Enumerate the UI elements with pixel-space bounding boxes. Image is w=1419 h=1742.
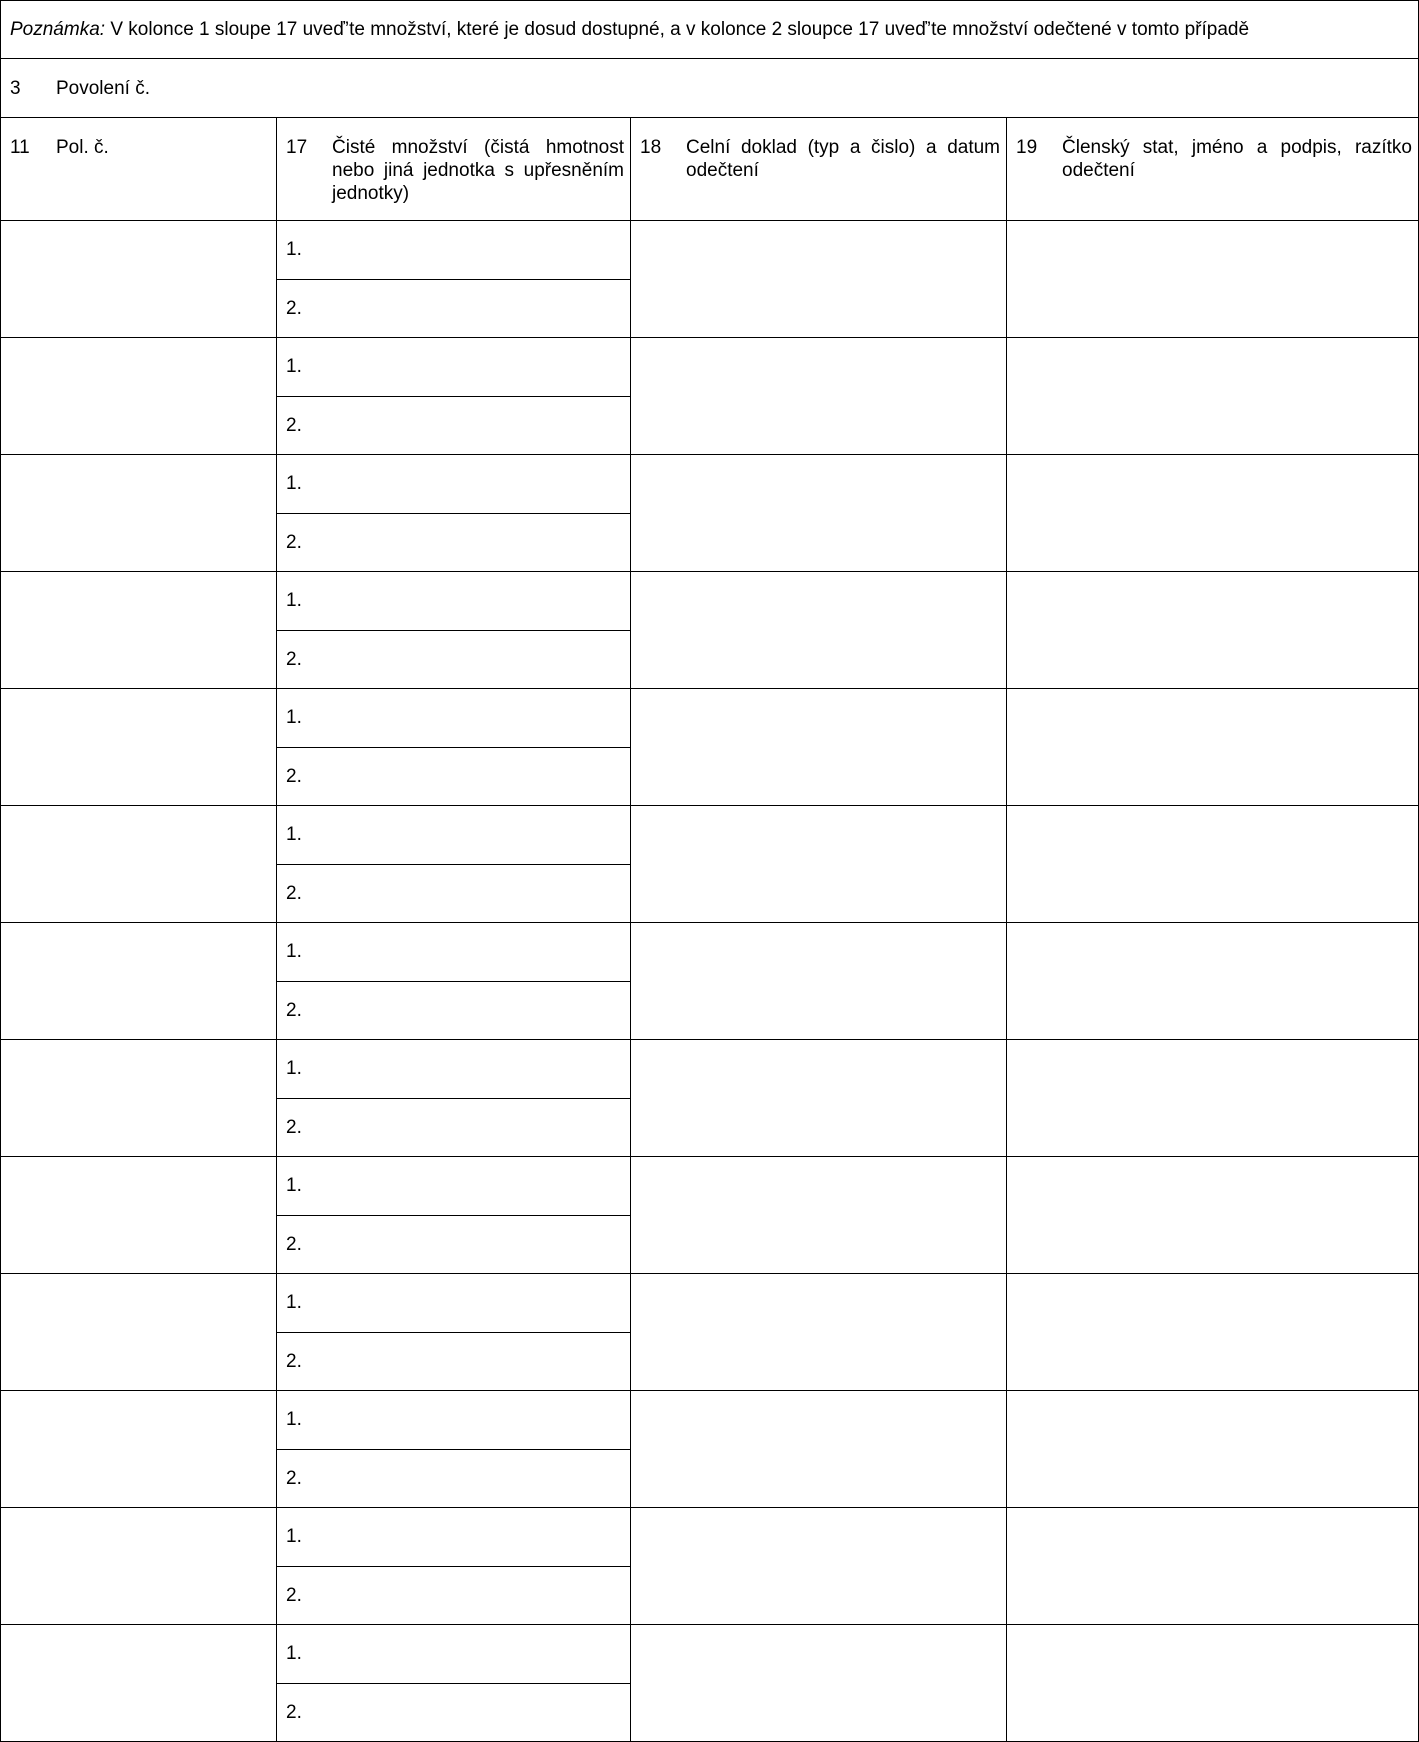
quantity-subcell-label: 1. bbox=[286, 824, 302, 845]
header-label: Celní doklad (typ a čislo) a datum odečtení bbox=[686, 137, 1000, 181]
item-number-cell[interactable] bbox=[0, 571, 277, 689]
quantity-subcell-label: 1. bbox=[286, 356, 302, 377]
member-state-cell[interactable] bbox=[1006, 1156, 1419, 1274]
customs-document-cell[interactable] bbox=[630, 1156, 1007, 1274]
quantity-subcell-label: 2. bbox=[286, 298, 302, 319]
quantity-subcell-label: 1. bbox=[286, 707, 302, 728]
customs-document-cell[interactable] bbox=[630, 805, 1007, 923]
header-number: 17 bbox=[286, 137, 308, 158]
item-number-cell[interactable] bbox=[0, 688, 277, 806]
quantity-subcell-label: 2. bbox=[286, 766, 302, 787]
quantity-subcell-label: 2. bbox=[286, 1468, 302, 1489]
quantity-subcell-label: 1. bbox=[286, 1058, 302, 1079]
quantity-subcell[interactable] bbox=[276, 1390, 631, 1450]
customs-document-cell[interactable] bbox=[630, 220, 1007, 338]
header-cell-net-quantity bbox=[276, 117, 631, 221]
member-state-cell[interactable] bbox=[1006, 922, 1419, 1040]
quantity-subcell-label: 1. bbox=[286, 1409, 302, 1430]
quantity-subcell[interactable] bbox=[276, 337, 631, 397]
item-number-cell[interactable] bbox=[0, 1156, 277, 1274]
customs-document-cell[interactable] bbox=[630, 1039, 1007, 1157]
quantity-subcell[interactable] bbox=[276, 922, 631, 982]
quantity-subcell-label: 2. bbox=[286, 883, 302, 904]
quantity-subcell[interactable] bbox=[276, 1156, 631, 1216]
quantity-subcell[interactable] bbox=[276, 1215, 631, 1274]
quantity-subcell[interactable] bbox=[276, 513, 631, 572]
quantity-subcell-label: 1. bbox=[286, 239, 302, 260]
item-number-cell[interactable] bbox=[0, 337, 277, 455]
header-cell-customs-document bbox=[630, 117, 1007, 221]
permit-row bbox=[0, 58, 1419, 118]
quantity-subcell-label: 1. bbox=[286, 1292, 302, 1313]
item-number-cell[interactable] bbox=[0, 805, 277, 923]
customs-document-cell[interactable] bbox=[630, 688, 1007, 806]
item-number-cell[interactable] bbox=[0, 1273, 277, 1391]
quantity-subcell[interactable] bbox=[276, 1507, 631, 1567]
quantity-subcell[interactable] bbox=[276, 454, 631, 514]
header-label: Pol. č. bbox=[56, 137, 109, 158]
customs-document-cell[interactable] bbox=[630, 454, 1007, 572]
member-state-cell[interactable] bbox=[1006, 1624, 1419, 1742]
quantity-subcell-label: 2. bbox=[286, 1702, 302, 1723]
header-number: 18 bbox=[640, 137, 662, 158]
item-number-cell[interactable] bbox=[0, 220, 277, 338]
item-number-cell[interactable] bbox=[0, 1624, 277, 1742]
permit-number: 3 bbox=[10, 78, 21, 99]
header-label: Členský stat, jméno a podpis, razítko odečtení bbox=[1062, 137, 1412, 181]
customs-document-cell[interactable] bbox=[630, 922, 1007, 1040]
item-number-cell[interactable] bbox=[0, 1390, 277, 1508]
quantity-subcell-label: 1. bbox=[286, 1526, 302, 1547]
item-number-cell[interactable] bbox=[0, 454, 277, 572]
quantity-subcell[interactable] bbox=[276, 630, 631, 689]
quantity-subcell-label: 2. bbox=[286, 415, 302, 436]
member-state-cell[interactable] bbox=[1006, 1390, 1419, 1508]
member-state-cell[interactable] bbox=[1006, 220, 1419, 338]
quantity-subcell[interactable] bbox=[276, 805, 631, 865]
member-state-cell[interactable] bbox=[1006, 1507, 1419, 1625]
quantity-subcell[interactable] bbox=[276, 571, 631, 631]
quantity-subcell-label: 1. bbox=[286, 941, 302, 962]
member-state-cell[interactable] bbox=[1006, 1273, 1419, 1391]
quantity-subcell[interactable] bbox=[276, 279, 631, 338]
item-number-cell[interactable] bbox=[0, 1507, 277, 1625]
header-number: 11 bbox=[10, 137, 30, 158]
quantity-subcell-label: 2. bbox=[286, 649, 302, 670]
customs-document-cell[interactable] bbox=[630, 1273, 1007, 1391]
member-state-cell[interactable] bbox=[1006, 571, 1419, 689]
quantity-subcell[interactable] bbox=[276, 1273, 631, 1333]
customs-document-cell[interactable] bbox=[630, 337, 1007, 455]
quantity-subcell-label: 1. bbox=[286, 1175, 302, 1196]
quantity-subcell[interactable] bbox=[276, 220, 631, 280]
member-state-cell[interactable] bbox=[1006, 454, 1419, 572]
item-number-cell[interactable] bbox=[0, 1039, 277, 1157]
quantity-subcell[interactable] bbox=[276, 396, 631, 455]
quantity-subcell-label: 2. bbox=[286, 1585, 302, 1606]
quantity-subcell[interactable] bbox=[276, 1098, 631, 1157]
header-cell-member-state bbox=[1006, 117, 1419, 221]
quantity-subcell[interactable] bbox=[276, 1683, 631, 1742]
quantity-subcell[interactable] bbox=[276, 864, 631, 923]
quantity-subcell[interactable] bbox=[276, 1332, 631, 1391]
note-row bbox=[0, 0, 1419, 59]
quantity-subcell[interactable] bbox=[276, 1039, 631, 1099]
member-state-cell[interactable] bbox=[1006, 337, 1419, 455]
quantity-subcell-label: 2. bbox=[286, 1000, 302, 1021]
note-text: V kolonce 1 sloupe 17 uveď’te množství, které je dosud dostupné, a v kolonce 2 sloupce 17 uveď’te množství odečtené v tomto případě bbox=[110, 19, 1250, 40]
quantity-subcell-label: 2. bbox=[286, 1234, 302, 1255]
member-state-cell[interactable] bbox=[1006, 688, 1419, 806]
customs-document-cell[interactable] bbox=[630, 571, 1007, 689]
quantity-subcell[interactable] bbox=[276, 981, 631, 1040]
quantity-subcell-label: 2. bbox=[286, 532, 302, 553]
quantity-subcell-label: 1. bbox=[286, 1643, 302, 1664]
header-label: Čisté množství (čistá hmotnost nebo jiná jednotka s upřesněním jednotky) bbox=[332, 137, 624, 204]
member-state-cell[interactable] bbox=[1006, 1039, 1419, 1157]
note-label: Poznámka: bbox=[10, 19, 106, 40]
customs-document-cell[interactable] bbox=[630, 1507, 1007, 1625]
quantity-subcell[interactable] bbox=[276, 688, 631, 748]
quantity-subcell[interactable] bbox=[276, 1624, 631, 1684]
quantity-subcell-label: 2. bbox=[286, 1117, 302, 1138]
item-number-cell[interactable] bbox=[0, 922, 277, 1040]
customs-document-cell[interactable] bbox=[630, 1390, 1007, 1508]
header-cell-item bbox=[0, 117, 277, 221]
quantity-subcell[interactable] bbox=[276, 1566, 631, 1625]
quantity-subcell[interactable] bbox=[276, 1449, 631, 1508]
permit-label: Povolení č. bbox=[56, 78, 150, 99]
quantity-subcell-label: 2. bbox=[286, 1351, 302, 1372]
member-state-cell[interactable] bbox=[1006, 805, 1419, 923]
quantity-subcell-label: 1. bbox=[286, 473, 302, 494]
customs-document-cell[interactable] bbox=[630, 1624, 1007, 1742]
header-number: 19 bbox=[1016, 137, 1038, 158]
quantity-subcell-label: 1. bbox=[286, 590, 302, 611]
quantity-subcell[interactable] bbox=[276, 747, 631, 806]
